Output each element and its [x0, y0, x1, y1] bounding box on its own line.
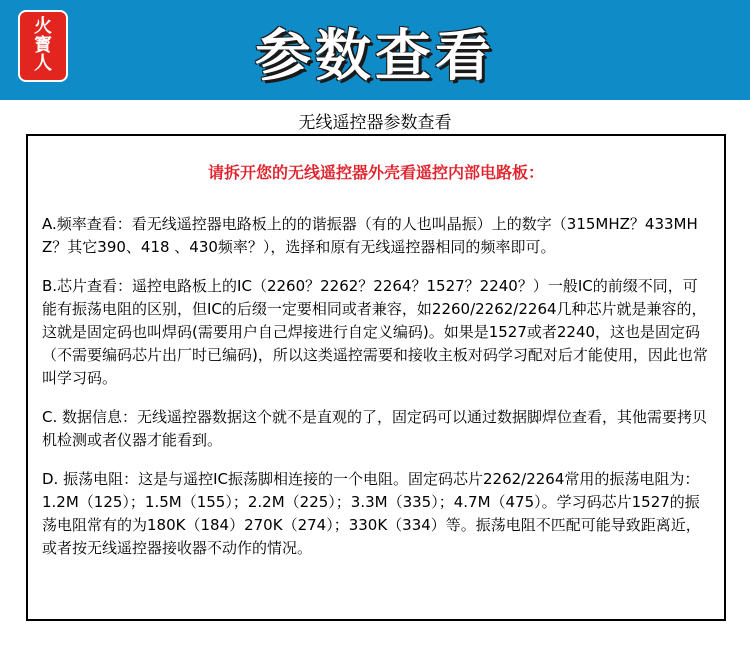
- logo-char-3: 人: [34, 53, 52, 75]
- header-banner: [0, 0, 750, 100]
- page-title: 参数查看: [255, 24, 495, 89]
- content-box: [26, 134, 726, 621]
- notice-text: 请拆开您的无线遥控器外壳看遥控内部电路板：: [207, 163, 544, 182]
- section-data-info: C. 数据信息：无线遥控器数据这个就不是直观的了，固定码可以通过数据脚焊位查看，其他需要拷贝机检测或者仪器才能看到。: [42, 408, 708, 449]
- logo-char-2: 寳: [34, 34, 52, 56]
- logo-char-1: 火: [34, 15, 52, 37]
- section-frequency: A.频率查看：看无线遥控器电路板上的的谐振器（有的人也叫晶振）上的数字（315MHZ？433MHZ？其它390、418 、430频率？），选择和原有无线遥控器相同的频率即可。: [42, 215, 698, 256]
- section-oscillator-resistor: D. 振荡电阻：这是与遥控IC振荡脚相连接的一个电阻。固定码芯片2262/2264常用的振荡电阻为：1.2M（125）；1.5M（155）；2.2M（225）；3.3M（335）；4.7M（475）。学习码芯片1527的振荡电阻常有的为180K（184）270K（274）；330K（334）等。振荡电阻不匹配可能导致距离近，或者按无线遥控器接收器不动作的情况。: [42, 470, 701, 557]
- subtitle: 无线遥控器参数查看: [298, 113, 452, 133]
- section-chip: B.芯片查看：遥控电路板上的IC（2260？2262？2264？1527？2240？）一般IC的前缀不同，可能有振荡电阻的区别，但IC的后缀一定要相同或者兼容，如2260/2262/2264几种芯片就是兼容的，这就是固定码也叫焊码(需要用户自己焊接进行自定义编码)。如果是1527或者2240，这也是固定码（不需要编码芯片出厂时已编码)，所以这类遥控需要和接收主板对码学习配对后才能使用，因此也常叫学习码。: [42, 277, 708, 387]
